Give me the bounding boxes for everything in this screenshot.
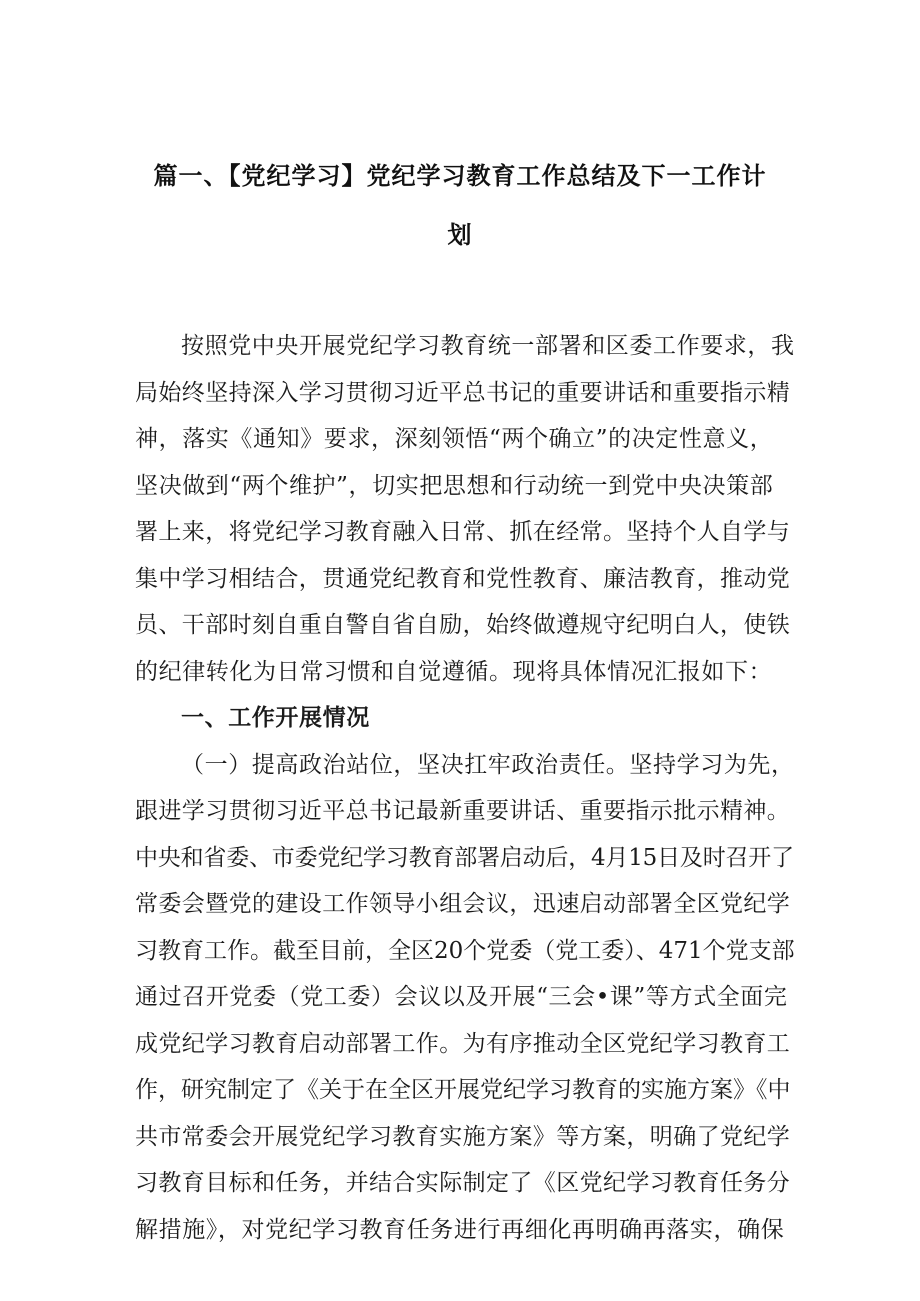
body-line: （一）提高政治站位，坚决扛牢政治责任。坚持学习为先， [181, 751, 795, 778]
body-line: 习教育工作。截至目前，全区20个党委（党工委）、471个党支部 [135, 937, 795, 964]
body-line: 跟进学习贯彻习近平总书记最新重要讲话、重要指示批示精神。 [135, 798, 791, 824]
body-line: 员、干部时刻自重自警自省自励，始终做遵规守纪明白人，使铁 [135, 612, 791, 638]
body-line: 共市常委会开展党纪学习教育实施方案》等方案，明确了党纪学 [135, 1123, 791, 1150]
body-line: 通过召开党委（党工委）会议以及开展“三会•课”等方式全面完 [135, 984, 788, 1010]
body-line: 中央和省委、市委党纪学习教育部署启动后，4月15日及时召开了 [135, 844, 794, 871]
body-line: 习教育目标和任务，并结合实际制定了《区党纪学习教育任务分 [135, 1170, 791, 1196]
document-title-line-2: 划 [447, 221, 473, 249]
body-line: 神，落实《通知》要求，深刻领悟“两个确立”的决定性意义， [135, 426, 774, 452]
body-line: 作，研究制定了《关于在全区开展党纪学习教育的实施方案》《中 [135, 1077, 791, 1103]
document-body [135, 323, 795, 1253]
body-line: 解措施》，对党纪学习教育任务进行再细化再明确再落实，确保 [135, 1216, 785, 1243]
body-line: 按照党中央开展党纪学习教育统一部署和区委工作要求，我 [181, 333, 795, 359]
body-line: 常委会暨党的建设工作领导小组会议，迅速启动部署全区党纪学 [135, 891, 791, 917]
body-line: 成党纪学习教育启动部署工作。为有序推动全区党纪学习教育工 [135, 1030, 791, 1057]
document-title-line-1: 篇一、【党纪学习】党纪学习教育工作总结及下一工作计 [153, 162, 767, 190]
section-heading: 一、工作开展情况 [181, 705, 370, 731]
body-line: 集中学习相结合，贯通党纪教育和党性教育、廉洁教育，推动党 [135, 565, 791, 592]
body-line: 坚决做到“两个维护”，切实把思想和行动统一到党中央决策部 [135, 472, 774, 499]
body-line: 的纪律转化为日常习惯和自觉遵循。现将具体情况汇报如下： [135, 658, 773, 685]
body-line: 局始终坚持深入学习贯彻习近平总书记的重要讲话和重要指示精 [135, 379, 791, 406]
body-line: 署上来，将党纪学习教育融入日常、抓在经常。坚持个人自学与 [135, 519, 791, 545]
